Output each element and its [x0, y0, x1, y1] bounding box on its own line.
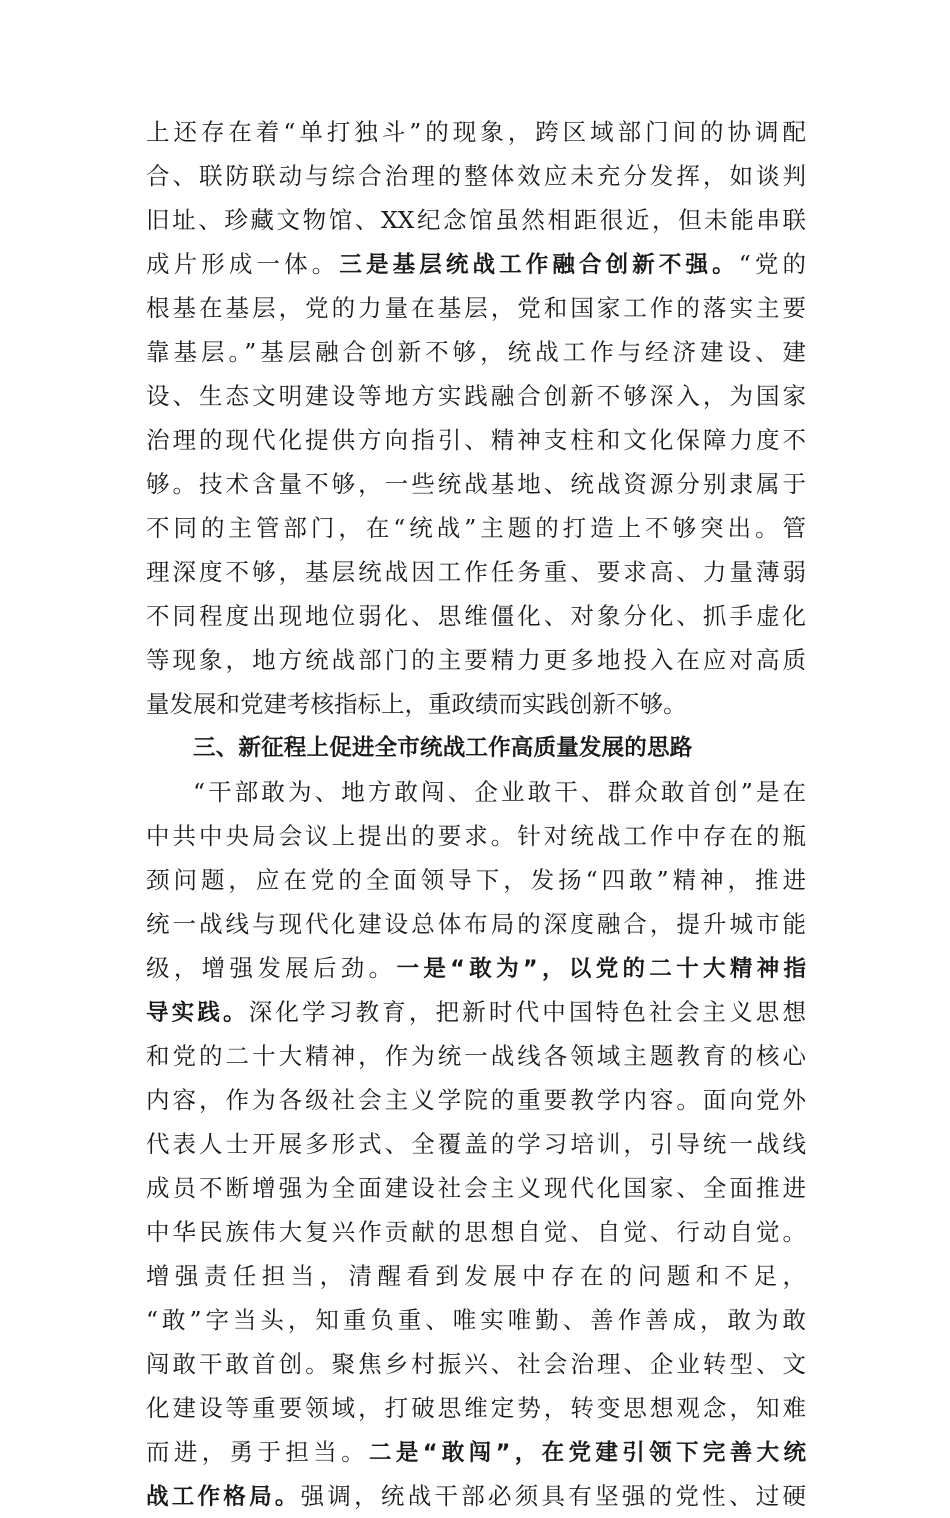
body-text: 化建设等重要领域，打破思维定势，转变思想观念，知难 [146, 1394, 806, 1422]
body-text: 闯敢干敢首创。聚焦乡村振兴、社会治理、企业转型、文 [146, 1350, 806, 1378]
body-text: 统一战线与现代化建设总体布局的深度融合，提升城市能 [146, 910, 806, 938]
text-line [146, 418, 806, 462]
body-text: 靠基层。”基层融合创新不够，统战工作与经济建设、建 [146, 338, 806, 366]
text-line [146, 1298, 806, 1342]
section-heading: 三、新征程上促进全市统战工作高质量发展的思路 [193, 735, 693, 761]
text-line [146, 374, 806, 418]
body-text: 强调，统战干部必须具有坚强的党性、过硬 [300, 1482, 806, 1510]
body-text: 根基在基层，党的力量在基层，党和国家工作的落实主要 [146, 294, 806, 322]
body-text: 旧址、珍藏文物馆、XX纪念馆虽然相距很近，但未能串联 [146, 206, 806, 234]
body-text: 代表人士开展多形式、全覆盖的学习培训，引导统一战线 [146, 1130, 806, 1158]
body-text: “党的 [738, 250, 806, 278]
body-text: “干部敢为、地方敢闯、企业敢干、群众敢首创”是在 [193, 778, 806, 806]
body-text: 成员不断增强为全面建设社会主义现代化国家、全面推进 [146, 1174, 806, 1202]
text-line [146, 638, 806, 682]
text-line [146, 1342, 806, 1386]
text-line [146, 330, 806, 374]
body-text: 够。技术含量不够，一些统战基地、统战资源分别隶属于 [146, 470, 806, 498]
text-line [146, 110, 806, 154]
body-text: 成片形成一体。 [146, 250, 340, 278]
body-text: 和党的二十大精神，作为统一战线各领域主题教育的核心 [146, 1042, 806, 1070]
text-line [146, 682, 806, 726]
body-text: 内容，作为各级社会主义学院的重要教学内容。面向党外 [146, 1086, 806, 1114]
text-line [146, 814, 806, 858]
bold-text: 二是“敢闯”，在党建引领下完善大统 [368, 1440, 806, 1466]
text-line [146, 1034, 806, 1078]
text-line [146, 286, 806, 330]
paragraph-problems [146, 110, 806, 726]
body-text: 不同程度出现地位弱化、思维僵化、对象分化、抓手虚化 [146, 602, 806, 630]
text-line [146, 902, 806, 946]
body-text: 等现象，地方统战部门的主要精力更多地投入在应对高质 [146, 646, 806, 674]
text-line [146, 946, 806, 990]
text-line [146, 198, 806, 242]
text-line [146, 594, 806, 638]
text-line [146, 1166, 806, 1210]
body-text: 量发展和党建考核指标上，重政绩而实践创新不够。 [146, 690, 687, 718]
body-text: 合、联防联动与综合治理的整体效应未充分发挥，如谈判 [146, 162, 806, 190]
body-text: 中共中央局会议上提出的要求。针对统战工作中存在的瓶 [146, 822, 806, 850]
text-line [146, 1078, 806, 1122]
body-text: 深化学习教育，把新时代中国特色社会主义思想 [248, 998, 806, 1026]
body-text: 颈问题，应在党的全面领导下，发扬“四敢”精神，推进 [146, 866, 806, 894]
bold-text: 战工作格局。 [146, 1484, 301, 1510]
text-line [146, 154, 806, 198]
body-text: 而进，勇于担当。 [146, 1438, 369, 1466]
body-text: 级，增强发展后劲。 [146, 954, 397, 982]
body-text: 不同的主管部门，在“统战”主题的打造上不够突出。管 [146, 514, 806, 542]
text-line [146, 1386, 806, 1430]
bold-text: 三是基层统战工作融合创新不强。 [339, 252, 739, 278]
text-line [146, 1254, 806, 1298]
bold-text: 一是“敢为”，以党的二十大精神指 [396, 956, 806, 982]
body-text: 上还存在着“单打独斗”的现象，跨区域部门间的协调配 [146, 118, 806, 146]
body-text: 治理的现代化提供方向指引、精神支柱和文化保障力度不 [146, 426, 806, 454]
text-line [146, 462, 806, 506]
body-text: 理深度不够，基层统战因工作任务重、要求高、力量薄弱 [146, 558, 806, 586]
text-line [146, 1474, 806, 1518]
text-line [146, 1122, 806, 1166]
document-page [146, 110, 806, 1518]
text-line [146, 858, 806, 902]
body-text: 设、生态文明建设等地方实践融合创新不够深入，为国家 [146, 382, 806, 410]
text-line [146, 770, 806, 814]
bold-text: 导实践。 [146, 1000, 249, 1026]
text-line [146, 990, 806, 1034]
body-text: 中华民族伟大复兴作贡献的思想自觉、自觉、行动自觉。 [146, 1218, 806, 1246]
paragraph-ideas [146, 770, 806, 1518]
body-text: 增强责任担当，清醒看到发展中存在的问题和不足， [146, 1262, 806, 1290]
text-line [146, 242, 806, 286]
text-line [146, 550, 806, 594]
text-line [146, 1430, 806, 1474]
text-line [146, 506, 806, 550]
body-text: “敢”字当头，知重负重、唯实唯勤、善作善成，敢为敢 [146, 1306, 806, 1334]
text-line [146, 1210, 806, 1254]
